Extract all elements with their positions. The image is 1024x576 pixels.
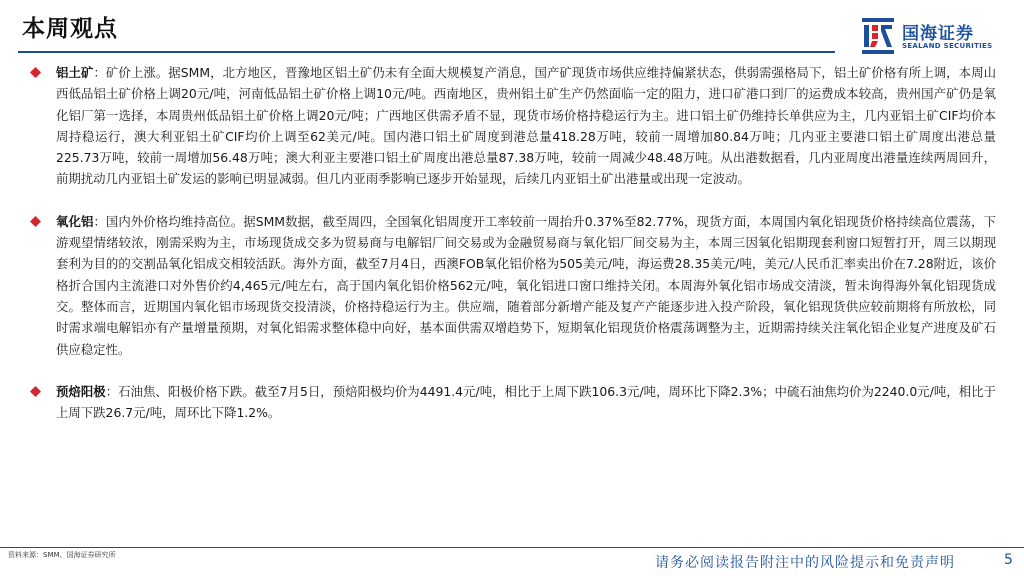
sealand-logo-icon xyxy=(862,18,894,54)
section-label: 铝土矿 xyxy=(56,65,94,80)
page-number: 5 xyxy=(1004,552,1013,568)
header-divider xyxy=(18,51,835,53)
section-label: 氧化铝 xyxy=(56,213,94,229)
red-diamond-bullet-icon xyxy=(30,67,41,78)
section-bauxite xyxy=(30,62,996,190)
logo-chinese-name: 国海证券 xyxy=(902,24,974,44)
section-label: 预焙阳极 xyxy=(56,383,106,399)
source-note: 资料来源：SMM、国海证券研究所 xyxy=(8,551,116,559)
section-prebaked-anode xyxy=(30,381,996,424)
section-text: ：矿价上涨。据SMM，北方地区，晋豫地区铝土矿仍未有全面大规模复产消息，国产矿现货市场供应维持偏紧状态，供弱需强格局下，铝土矿价格有所上调，本周山西低品铝土矿价格上调20元/吨，河南低品铝土矿价格上调10元/吨。西南地区，贵州铝土矿生产仍然面临一定的阻力，进口矿港口到厂的运费成本较高，贵州国产矿仍是氧化铝厂第一选择，本周贵州低品铝土矿价格上调20元/吨；广西地区供需矛盾不显，现货市场价格持稳运行为主。进口铝土矿仍维持长单供应为主，几内亚铝土矿CIF均价本周持稳运行，澳大利亚铝土矿CIF均价上调至62美元/吨。国内港口铝土矿周度到港总量418.28万吨，较前一周增加80.84万吨；几内亚主要港口铝土矿周度出港总量225.73万吨，较前一周增加56.48万吨；澳大利亚主要港口铝土矿周度出港总量87.38万吨，较前一周减少48.48万吨。从出港数据看，几内亚周度出港量连续两周回升，前期扰动几内亚铝土矿发运的影响已明显减弱。但几内亚雨季影响已逐步开始显现，后续几内亚铝土矿出港量或出现一定波动。 xyxy=(56,65,997,187)
disclaimer-text: 请务必阅读报告附注中的风险提示和免责声明 xyxy=(655,555,955,571)
section-text: ：国内外价格均维持高位。据SMM数据，截至周四，全国氧化铝周度开工率较前一周抬升0.37%至82.77%，现货方面，本周国内氧化铝现货价格持续高位震荡，下游观望情绪较浓，刚需采购为主，市场现货成交多为贸易商与电解铝厂间交易或为金融贸易商与氧化铝厂间交易为主，本周三因氧化铝期现套利窗口短暂打开，周三以期现套利为目的的交割品氧化铝成交相较活跃。海外方面，截至7月4日，西澳FOB氧化铝价格为505美元/吨，海运费28.35美元/吨，美元/人民币汇率卖出价在7.28附近，该价格折合国内主流港口对外售价约4,465元/吨左右，高于国内氧化铝价格562元/吨，氧化铝进口窗口维持关闭。本周海外氧化铝市场成交清淡，暂未询得海外氧化铝现货成交。整体而言，近期国内氧化铝市场现货交投清淡，价格持稳运行为主。供应端，随着部分新增产能及复产产能逐步进入投产阶段，氧化铝现货供应较前期将有所放松，同时需求端电解铝亦有产量增量预期，对氧化铝需求整体稳中向好，基本面供需双增趋势下，短期氧化铝现货价格震荡调整为主，近期需持续关注氧化铝企业复产进度及矿石供应稳定性。 xyxy=(56,213,996,357)
red-diamond-bullet-icon xyxy=(30,386,41,397)
footer-divider xyxy=(0,547,1024,548)
report-body xyxy=(30,62,996,423)
red-diamond-bullet-icon xyxy=(30,216,41,227)
section-alumina xyxy=(30,211,996,360)
company-logo xyxy=(862,18,1012,56)
logo-english-name: SEALAND SECURITIES xyxy=(902,42,993,50)
section-text: ：石油焦、阳极价格下跌。截至7月5日，预焙阳极均价为4491.4元/吨，相比于上周下跌106.3元/吨，周环比下降2.3%；中硫石油焦均价为2240.0元/吨，相比于上周下跌26.7元/吨，周环比下降1.2%。 xyxy=(56,383,997,421)
page-title: 本周观点 xyxy=(22,16,118,42)
